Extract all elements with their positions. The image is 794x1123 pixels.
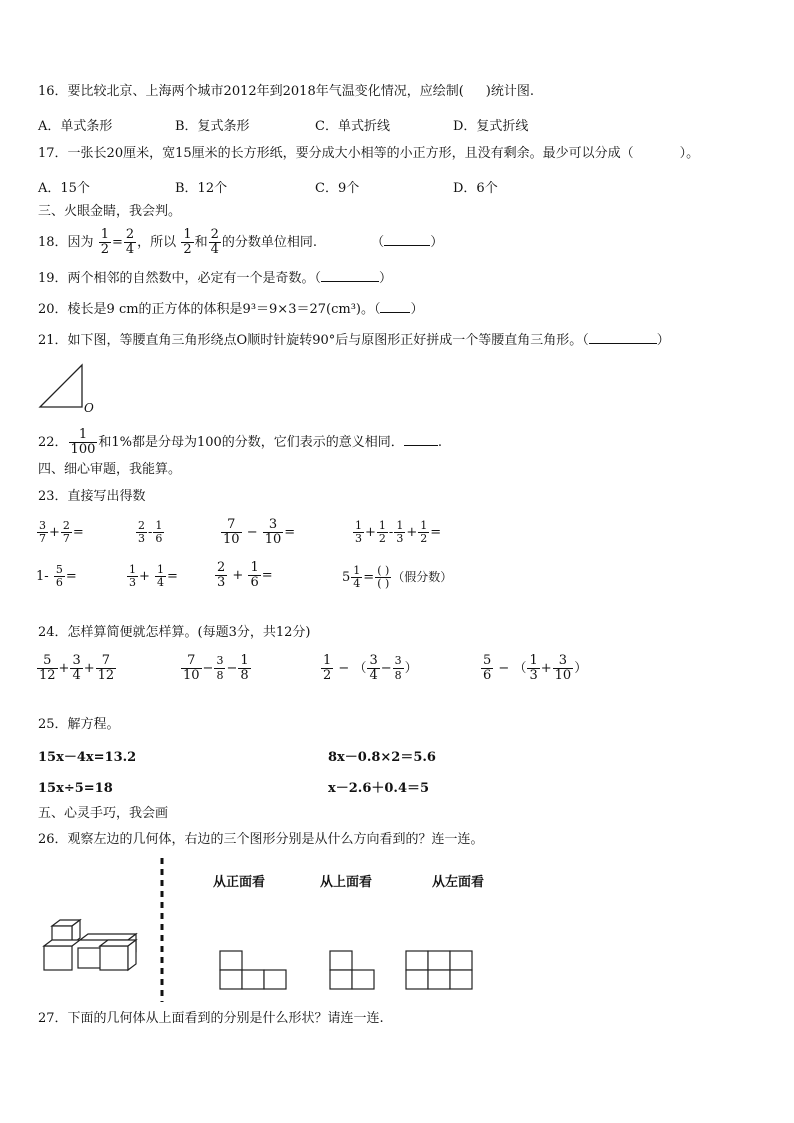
q21-stem: 21．如下图，等腰直角三角形绕点O顺时针旋转90°后与原图形正好拼成一个等腰直角三角形。（ ） [38,333,670,348]
fraction: $\frac{2}{4}$ [125,227,135,257]
answer-blank[interactable] [589,343,657,344]
fraction: $\frac{1}{2}$ [183,227,192,257]
q24-expr-1: $\frac{5}{12}$ + $\frac{3}{4}$ + $\frac{7}{12}$ [39,653,115,683]
q25-equation-2: 8x－0.8×2＝5.6 [328,750,436,765]
q23-item-4: $\frac{1}{3}$ + $\frac{1}{2}$ - $\frac{1}{3}$ + $\frac{1}{2}$ = [355,519,442,545]
q23-item-2: $\frac{2}{3}$ - $\frac{1}{6}$ [138,519,163,545]
answer-blank[interactable] [321,281,379,282]
q17-option-d: D．6个 [453,181,498,196]
dashed-divider [160,858,166,1002]
q17-option-c: C．9个 [315,181,360,196]
view-shape-1[interactable] [219,950,289,992]
q16-option-b: B．复式条形 [175,119,250,134]
q24-expr-3: $\frac{1}{2}$ − （ $\frac{3}{4}$ − $\frac{3}{8}$ ） [323,653,418,683]
q26-stem: 26．观察左边的几何体，右边的三个图形分别是从什么方向看到的？连一连。 [38,832,484,847]
q23-item-7: $\frac{2}{3}$ + $\frac{1}{6}$ = [217,560,273,590]
q24-expr-4: $\frac{5}{6}$ − （ $\frac{1}{3}$ + $\frac{3}{10}$ ） [483,653,588,683]
q19-stem: 19．两个相邻的自然数中，必定有一个是奇数。（ ） [38,271,393,286]
q25-equation-4: x－2.6＋0.4＝5 [328,781,430,796]
answer-blank[interactable] [380,312,410,313]
view-label-top: 从上面看 [320,875,373,890]
q16-option-a: A．单式条形 [38,119,113,134]
q16-option-c: C．单式折线 [315,119,390,134]
q23-item-8: 5 $\frac{1}{4}$ = $\frac{( )}{( )}$ （假分数） [342,564,453,590]
q23-item-6: $\frac{1}{3}$ + $\frac{1}{4}$ = [129,563,178,589]
fraction: $\frac{1}{2}$ [100,227,109,257]
q25-title: 25．解方程。 [38,717,120,732]
section-3-heading: 三、火眼金睛，我会判。 [38,204,182,219]
view-label-front: 从正面看 [213,875,266,890]
q16-stem: 16．要比较北京、上海两个城市2012年到2018年气温变化情况，应绘制( )统计图. [38,84,535,99]
q25-equation-3: 15x÷5=18 [38,781,113,796]
section-5-heading: 五、心灵手巧，我会画 [38,806,169,821]
fraction: $\frac{1}{100}$ [70,427,96,457]
q18-stem: 18．因为 $\frac{1}{2}$ = $\frac{2}{4}$ ，所以 $\frac{1}{2}$ 和 $\frac{2}{4}$ 的分数单位相同. （ ） [38,227,444,257]
q24-title: 24．怎样算简便就怎样算。(每题3分，共12分) [38,625,311,640]
cube-solid-figure [40,918,142,978]
view-label-left: 从左面看 [432,875,485,890]
q17-option-b: B．12个 [175,181,228,196]
q27-stem: 27．下面的几何体从上面看到的分别是什么形状？请连一连. [38,1011,384,1026]
view-shape-3[interactable] [405,950,477,992]
q25-equation-1: 15x－4x=13.2 [38,750,137,765]
q16-option-d: D．复式折线 [453,119,529,134]
answer-blank[interactable] [384,245,430,246]
q23-item-3: $\frac{7}{10}$ − $\frac{3}{10}$ = [223,517,296,547]
q20-stem: 20．棱长是9 cm的正方体的体积是9³＝9×3＝27(cm³)。（ ） [38,302,424,317]
answer-blank[interactable] [404,445,438,446]
q23-item-5: 1- $\frac{5}{6}$ = [36,563,77,589]
view-shape-2[interactable] [329,950,379,992]
q22-stem: 22． $\frac{1}{100}$ 和1%都是分母为100的分数，它们表示的意义相同． . [38,427,442,457]
section-4-heading: 四、细心审题，我能算。 [38,462,182,477]
q17-option-a: A．15个 [38,181,90,196]
q23-item-1: $\frac{3}{7}$ + $\frac{2}{7}$ = [39,519,84,545]
q17-stem: 17．一张长20厘米，宽15厘米的长方形纸，要分成大小相等的小正方形，且没有剩余。最少可以分成（ ）。 [38,146,700,161]
fraction: $\frac{2}{4}$ [210,227,219,257]
q24-expr-2: $\frac{7}{10}$ − $\frac{3}{8}$ − $\frac{1}{8}$ [183,653,249,683]
point-o-label: O [84,401,94,415]
q23-title: 23．直接写出得数 [38,489,146,504]
